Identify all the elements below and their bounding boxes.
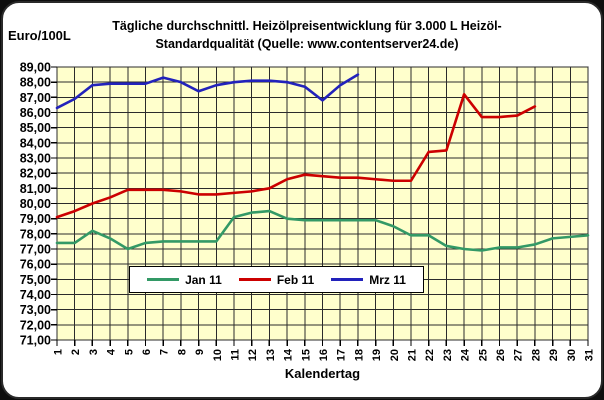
y-tick-label: 71,00	[19, 333, 51, 348]
x-axis-title: Kalendertag	[284, 366, 361, 381]
x-tick-label: 4	[105, 349, 118, 356]
y-tick-label: 74,00	[19, 288, 51, 302]
legend-label-jan-11: Jan 11	[185, 272, 222, 287]
y-tick-label: 83,00	[19, 151, 51, 166]
x-tick-label: 19	[371, 349, 384, 362]
x-tick-label: 26	[495, 349, 507, 362]
x-tick-label: 11	[229, 349, 242, 361]
x-tick-label: 29	[548, 349, 561, 362]
y-tick-label: 86,00	[19, 106, 51, 120]
x-tick-label: 10	[211, 349, 224, 362]
y-axis-title: Euro/100L	[8, 28, 71, 43]
x-tick-label: 20	[388, 349, 401, 362]
y-tick-label: 85,00	[19, 121, 51, 136]
x-tick-label: 18	[353, 349, 366, 362]
y-tick-label: 73,00	[19, 303, 51, 318]
legend-entry-feb-11	[239, 273, 314, 287]
y-tick-label: 77,00	[19, 242, 51, 257]
x-tick-label: 31	[583, 349, 596, 362]
chart-title-line1: Tägliche durchschnittl. Heizölpreisentwicklung für 3.000 L Heizöl-	[112, 19, 502, 33]
legend-label-feb-11: Feb 11	[276, 272, 315, 287]
jan-11-line-swatch	[147, 278, 179, 281]
x-tick-label: 6	[141, 349, 153, 356]
legend-entry-jan-11	[147, 273, 222, 287]
y-tick-label: 78,00	[19, 227, 51, 242]
x-tick-label: 2	[70, 349, 83, 356]
y-tick-label: 87,00	[19, 90, 51, 105]
x-tick-label: 5	[123, 349, 136, 356]
legend-label-mrz-11: Mrz 11	[369, 272, 406, 287]
x-tick-label: 28	[530, 349, 543, 362]
x-tick-label: 15	[300, 349, 313, 362]
y-tick-label: 80,00	[19, 197, 51, 211]
x-tick-label: 23	[441, 349, 454, 362]
feb-11-line-swatch	[239, 278, 271, 281]
y-tick-label: 82,00	[19, 166, 51, 181]
x-tick-label: 7	[158, 349, 171, 356]
x-tick-label: 25	[477, 349, 490, 362]
y-tick-label: 89,00	[19, 60, 51, 75]
x-tick-label: 12	[247, 349, 260, 362]
x-tick-label: 17	[335, 349, 348, 362]
x-tick-label: 1	[52, 349, 65, 356]
x-tick-label: 3	[87, 349, 100, 356]
x-tick-label: 13	[264, 349, 277, 362]
chart-title-line2: Standardqualität (Quelle: www.contentserver24.de)	[155, 37, 459, 51]
y-tick-label: 72,00	[19, 318, 51, 333]
x-tick-label: 27	[512, 349, 525, 362]
y-tick-label: 79,00	[19, 212, 51, 227]
legend-entry-mrz-11	[331, 273, 406, 287]
y-tick-label: 84,00	[19, 136, 51, 151]
x-tick-label: 16	[318, 349, 330, 362]
x-tick-label: 8	[176, 349, 189, 356]
y-tick-label: 81,00	[19, 181, 51, 196]
x-tick-label: 9	[194, 349, 207, 356]
mrz-11-line-swatch	[331, 278, 363, 281]
y-tick-label: 75,00	[19, 272, 51, 287]
y-tick-label: 76,00	[19, 257, 51, 272]
x-tick-label: 14	[282, 349, 295, 362]
legend	[129, 266, 424, 293]
y-tick-label: 88,00	[19, 75, 51, 90]
x-tick-label: 24	[459, 349, 472, 362]
x-tick-label: 30	[565, 349, 578, 362]
x-tick-label: 21	[406, 349, 419, 362]
x-tick-label: 22	[424, 349, 437, 362]
